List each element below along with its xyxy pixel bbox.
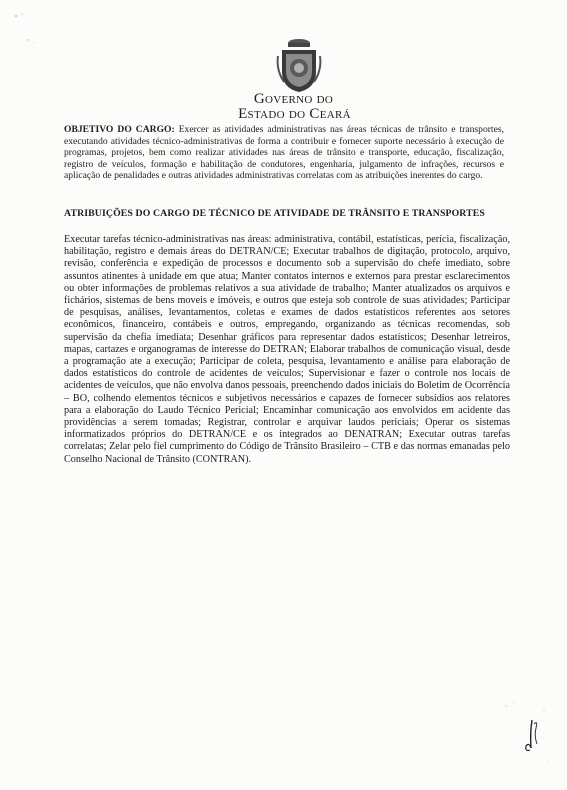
section-title: ATRIBUIÇÕES DO CARGO DE TÉCNICO DE ATIVIDADE DE TRÂNSITO E TRANSPORTES xyxy=(64,208,485,219)
gov-line-2: Estado do Ceará xyxy=(238,106,351,122)
state-coat-of-arms-icon xyxy=(274,36,324,94)
handwritten-initials-icon xyxy=(500,700,560,780)
objective-paragraph xyxy=(64,124,504,182)
attributions-paragraph: Executar tarefas técnico-administrativas nas áreas: administrativa, contábil, estatísticas, perícia, fiscalização, habilitação, registro e demais áreas do DETRAN/CE; Executar trabalhos de digitação, protocolo, arquivo, revisão, conferência e expedição de processos e documento sob a supervisão do chefe imediato, sobre assuntos atinentes à unidade em que atua; Manter contatos internos e externos para prestar esclarecimentos ou obter informações de problemas relativos a sua atividade de trabalho; Manter atualizados os arquivos e fichários, sistemas de bens moveis e imóveis, e outros que esteja sob controle de suas atividades; Participar de pesquisas, análises, levantamentos, coletas e exames de dados estatísticos referentes aos setores econômicos, financeiro, contábeis e outros, empregando, organizando as técnicas recomendas, sob supervisão da chefia imediata; Desenhar gráficos para representar dados estatísticos; Desenhar letreiros, mapas, cartazes e organogramas de interesse do DETRAN; Elaborar trabalhos de comunicação visual, desde a programação ate a execução; Participar de coleta, pesquisa, levantamento e análise para elaboração de dados estatísticos do controle de acidentes de veículos; Supervisionar e fazer o controle nos locais de acidentes de veículos, que não envolva danos pessoais, preenchendo dados iniciais do Boletim de Ocorrência – BO, colhendo elementos técnicos e subjetivos necessários e capazes de fornecer subsídios aos relatores para a elaboração do Laudo Técnico Pericial; Encaminhar comunicação aos envolvidos em acidente das providências a serem tomadas; Registrar, controlar e arquivar laudos periciais; Operar os sistemas informatizados próprios do DETRAN/CE e os integrados ao DENATRAN; Executar outras tarefas correlatas; Zelar pelo fiel cumprimento do Código de Trânsito Brasileiro – CTB e das normas emanadas pelo Conselho Nacional de Trânsito (CONTRAN). xyxy=(64,234,510,465)
gov-line-1: Governo do xyxy=(253,91,334,107)
government-header xyxy=(0,92,567,122)
objective-text: Exercer as atividades administrativas nas áreas técnicas de trânsito e transportes, executando atividades técnico-administrativas de forma a contribuir e fornecer suporte necessário à execução de programas, projetos, bem como realizar atividades nas áreas de trânsito e transporte, educação, fiscalização, registro de veículos, formação e habilitação de condutores, engenharia, julgamento de infrações, recursos e aplicação de penalidades e outras atividades administrativas correlatas com as atribuições inerentes do cargo. xyxy=(64,124,504,182)
objective-label: OBJETIVO DO CARGO: xyxy=(64,124,175,135)
scan-specks-icon xyxy=(10,10,40,50)
